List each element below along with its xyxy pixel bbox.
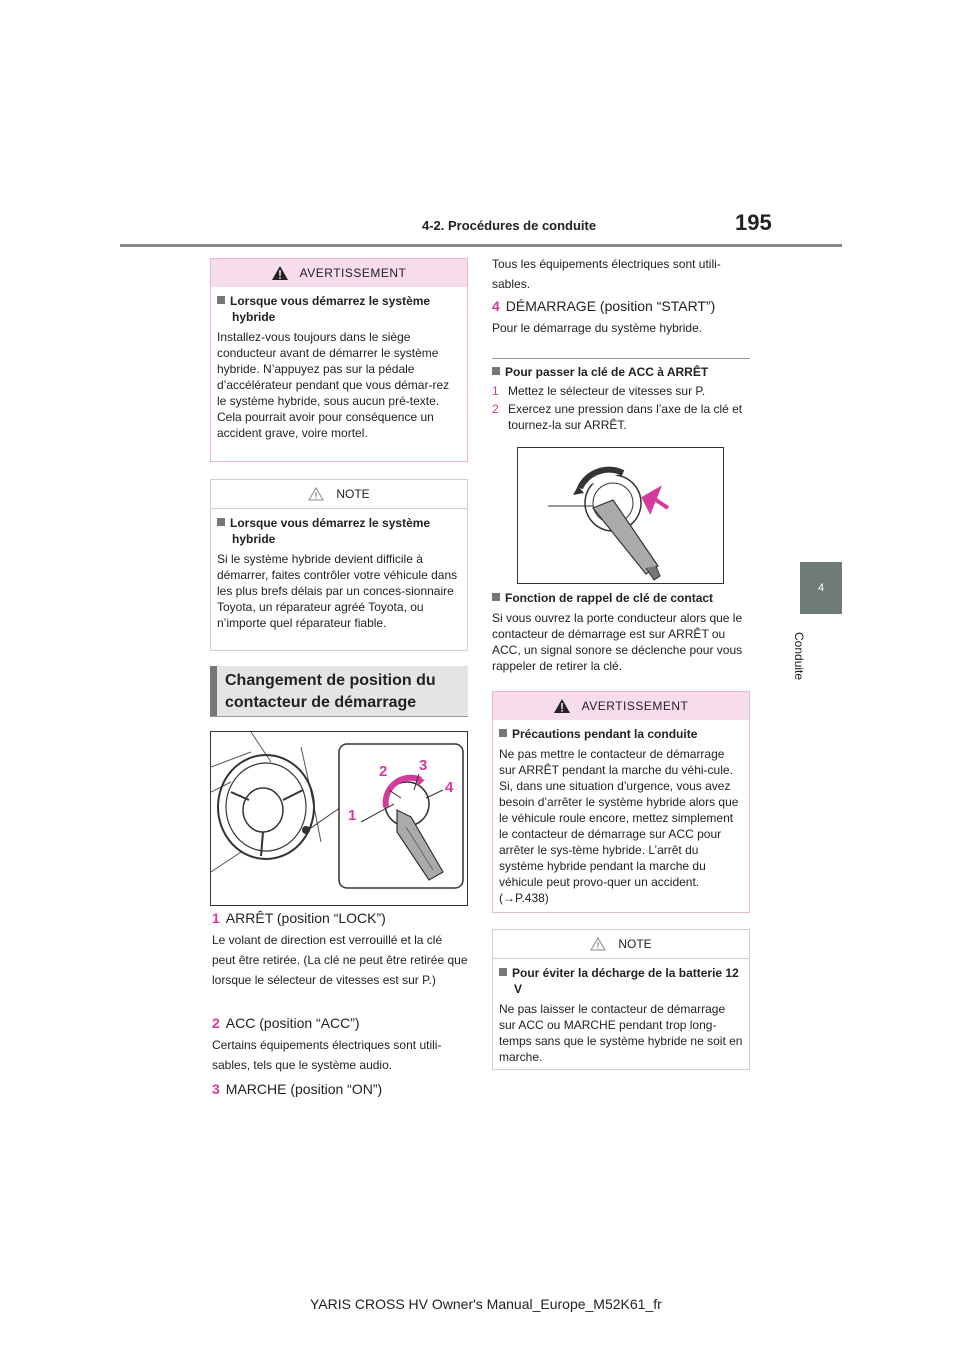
section-title: 4-2. Procédures de conduite [422,218,597,233]
warning-title: AVERTISSEMENT [299,266,407,280]
warning-heading: Lorsque vous démarrez le système hybride [217,293,461,325]
step-1 [212,910,468,990]
step-2-text: Certains équipements électriques sont utili-sables, tels que le système audio. [212,1038,442,1072]
note-box-start [210,479,468,651]
caution-icon [308,487,324,501]
list-item: 1 Mettez le sélecteur de vitesses sur P. [492,384,706,398]
warning-box-start [210,258,468,462]
figure-label-2: 2 [379,763,388,780]
square-bullet-icon [492,593,500,601]
subsection-rule [492,358,750,359]
header-rule [120,244,842,247]
figure-label-4: 4 [445,779,454,796]
square-bullet-icon [499,968,507,976]
key-reminder-text: Si vous ouvrez la porte conducteur alors que le contacteur de démarrage est sur ARRÊT ou ACC, un signal sonore se déclenche pour vous rappeler de retirer la clé. [492,611,743,673]
section-heading: Changement de position du contacteur de démarrage [210,666,468,716]
warning-title: AVERTISSEMENT [581,699,689,713]
list-item: 2 Exercez une pression dans l’axe de la clé et tournez-la sur ARRÊT. [492,402,743,432]
note-heading: Pour éviter la décharge de la batterie 12 V [499,965,743,997]
square-bullet-icon [499,729,507,737]
note-text: Si le système hybride devient difficile à démarrer, faites contrôler votre véhicule dans les plus brefs délais par un conces-sionnaire Toyota, un réparateur agréé Toyota, ou n’importe quel réparateur fiable. [217,552,458,630]
key-push-figure [517,447,724,584]
key-turn-illustration [518,448,723,583]
footer-manual-id: YARIS CROSS HV Owner's Manual_Europe_M52K61_fr [310,1296,662,1312]
note-header [493,930,749,959]
figure-label-1: 1 [348,807,357,824]
warning-icon [272,266,288,280]
key-reminder-section [492,590,750,674]
warning-box-driving [492,691,750,913]
section-heading-rule [210,716,468,717]
warning-text: Installez-vous toujours dans le siège conducteur avant de démarrer le système hybride. N’appuyez pas sur la pédale d’accélérateur pendant que vous démar-rez le système hybride, sous aucun pré-texte. Cela pourrait avoir pour conséquence un accident grave, voire mortel. [217,330,450,440]
key-reminder-heading: Fonction de rappel de clé de contact [492,590,750,606]
steering-wheel-illustration [211,732,467,905]
figure-label-3: 3 [419,757,428,774]
note-title: NOTE [336,487,370,501]
warning-text: Ne pas mettre le contacteur de démarrage sur ARRÊT pendant la marche du véhi-cule. Si, dans une situation d’urgence, vous avez besoin d’arrêter le système hybride alors que le véhicule roule encore, mettez simplement le contacteur de démarrage sur ACC pour arrêter le sys-tème hybride. L’arrêt du système hybride pendant la marche du véhicule peut provo-quer un accident. (→P.438) [499,747,739,905]
step-4 [492,298,750,338]
warning-header [211,259,467,287]
note-title: NOTE [618,937,652,951]
square-bullet-icon [492,367,500,375]
caution-icon [590,937,606,951]
warning-icon [554,699,570,713]
step-2-title: 2 ACC (position “ACC”) [212,1015,360,1031]
step-4-title: 4 DÉMARRAGE (position “START”) [492,298,716,314]
ignition-figure [210,731,468,906]
warning-header [493,692,749,720]
note-text: Ne pas laisser le contacteur de démarrage sur ACC ou MARCHE pendant trop long-temps sans que le système hybride ne soit en marche. [499,1002,743,1064]
step-4-text: Pour le démarrage du système hybride. [492,321,703,335]
step-1-text: Le volant de direction est verrouillé et la clé peut être retirée. (La clé ne peut être retirée que lorsque le sélecteur de vitesses est sur P.) [212,933,468,987]
step-2 [212,1015,468,1075]
chapter-label: Conduite [792,632,806,681]
step-1-title: 1 ARRÊT (position “LOCK”) [212,910,386,926]
step-3-text: Tous les équipements électriques sont utili-sables. [492,257,721,291]
chapter-tab[interactable] [800,562,842,614]
note-heading: Lorsque vous démarrez le système hybride [217,515,461,547]
note-header [211,480,467,509]
step-3 [212,1081,468,1097]
square-bullet-icon [217,296,225,304]
chapter-number: 4 [817,582,825,594]
square-bullet-icon [217,518,225,526]
warning-heading: Précautions pendant la conduite [499,726,743,742]
note-box-battery [492,929,750,1070]
acc-to-off-section [492,364,750,433]
page-number: 195 [735,210,772,235]
step-3-title: 3 MARCHE (position “ON”) [212,1081,383,1097]
acc-to-off-heading: Pour passer la clé de ACC à ARRÊT [492,364,750,380]
